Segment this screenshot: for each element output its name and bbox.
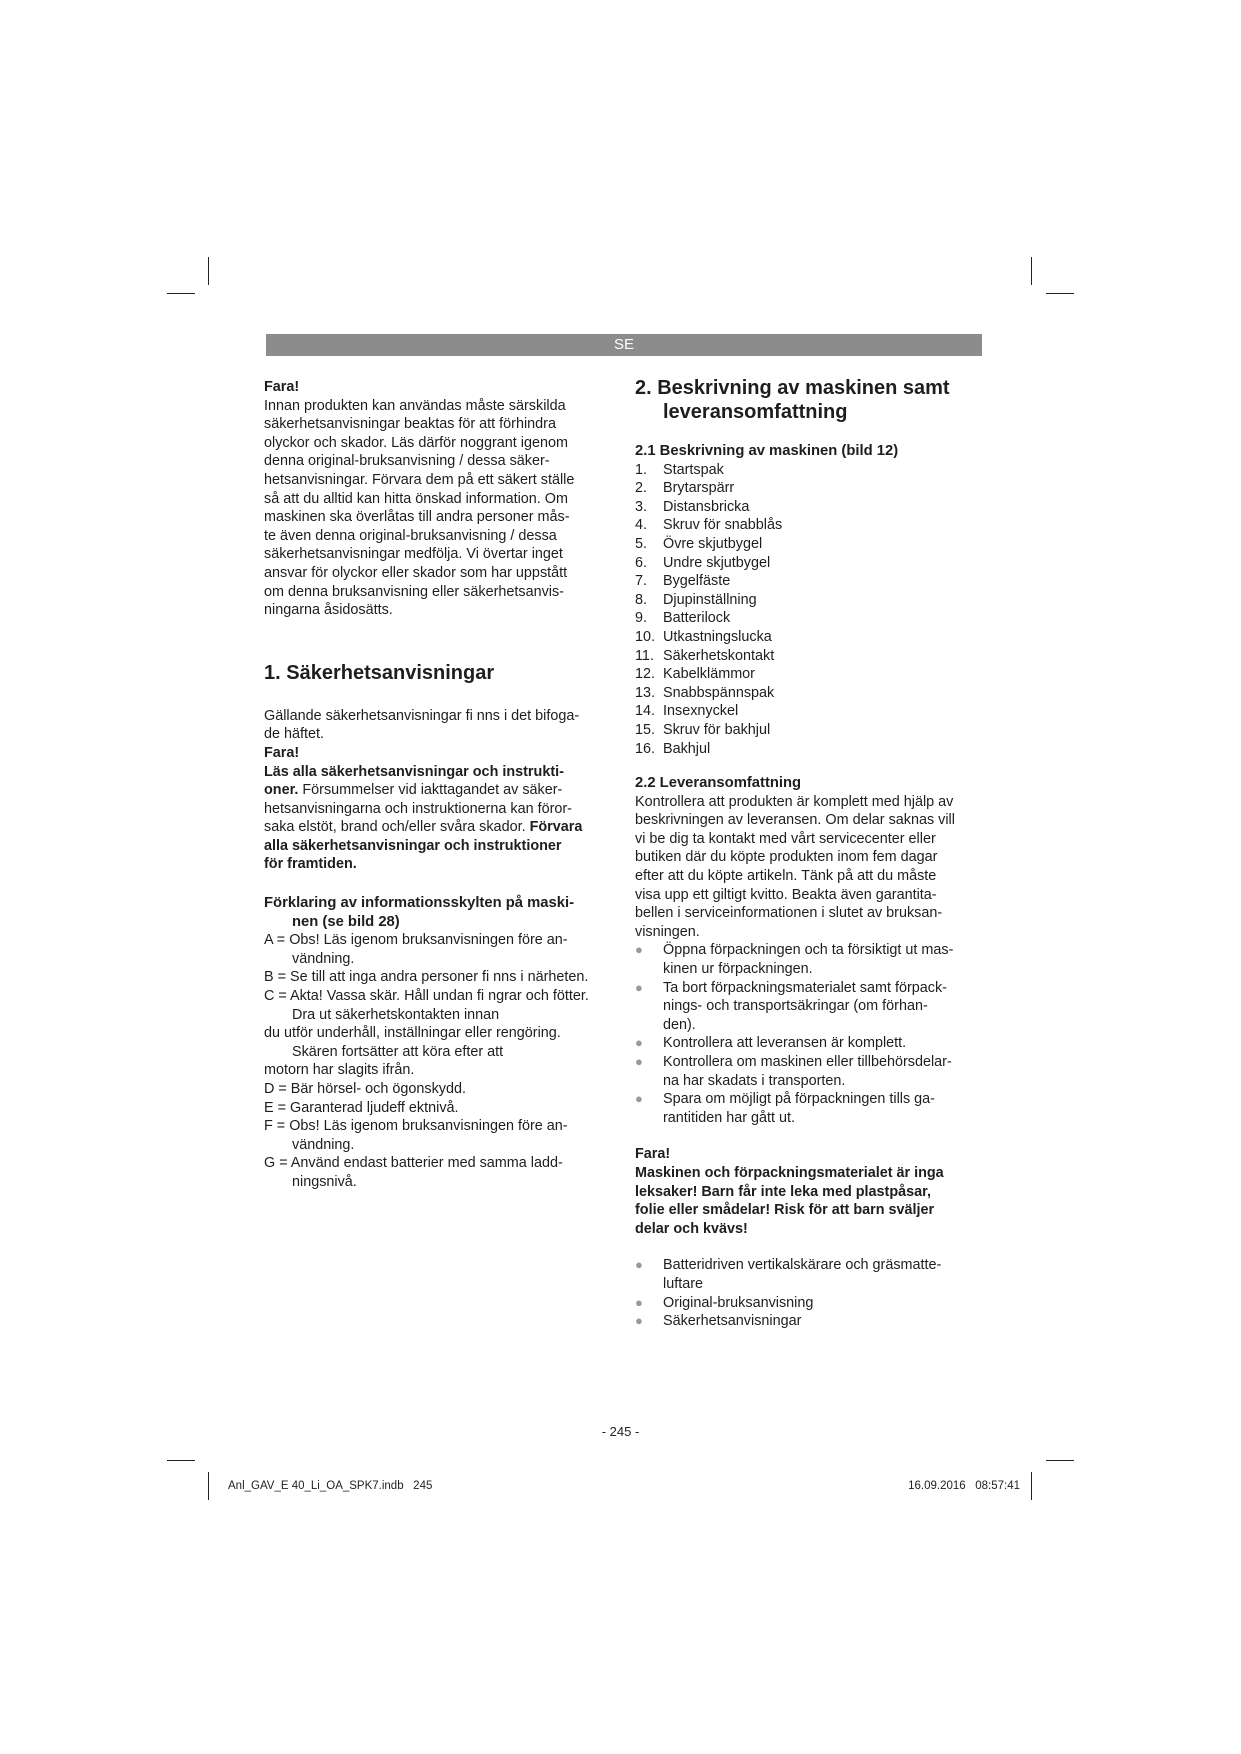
- danger-heading: Fara!: [264, 379, 300, 395]
- item-number: 13.: [635, 684, 656, 701]
- item-label: Batterilock: [663, 610, 731, 627]
- text-line: Läs alla säkerhetsanvisningar och instrukti-: [264, 763, 564, 780]
- list-item: [635, 740, 995, 759]
- crop-mark: [1031, 1472, 1032, 1500]
- text-line: om denna bruksanvisning eller säkerhetsanvis-: [264, 583, 564, 600]
- text-line: bellen i serviceinformationen i slutet av bruksan-: [635, 905, 943, 922]
- info-item-c: du utför underhåll, inställningar eller rengöring.: [264, 1025, 561, 1042]
- text-line: alla säkerhetsanvisningar och instruktioner: [264, 837, 562, 854]
- crop-mark: [1046, 1460, 1074, 1461]
- item-number: 4.: [635, 517, 648, 534]
- item-number: 16.: [635, 740, 656, 757]
- item-number: 12.: [635, 666, 656, 683]
- left-column: [264, 378, 624, 1192]
- item-label: Djupinställning: [663, 591, 757, 608]
- list-item: [635, 647, 995, 666]
- text-line: Kontrollera om maskinen eller tillbehörsdelar-: [663, 1054, 952, 1070]
- section-1-heading: 1. Säkerhetsanvisningar: [264, 661, 495, 684]
- item-number: 11.: [635, 647, 654, 664]
- text-line: Öppna förpackningen och ta försiktigt ut mas-: [663, 942, 954, 959]
- text-line: den).: [663, 1016, 696, 1033]
- danger-paragraph: [264, 397, 624, 620]
- bullet-item: [635, 1053, 995, 1090]
- info-item-a: A = Obs! Läs igenom bruksanvisningen före an-: [264, 932, 568, 949]
- item-number: 8.: [635, 591, 648, 608]
- item-number: 6.: [635, 554, 648, 571]
- item-label: Insexnyckel: [663, 703, 739, 720]
- crop-mark: [208, 1472, 209, 1500]
- print-date: 16.09.2016 08:57:41: [908, 1480, 1020, 1492]
- text-line: delar och kvävs!: [635, 1220, 748, 1237]
- crop-mark: [167, 1460, 195, 1461]
- delivery-paragraph: [635, 793, 995, 942]
- danger-warning-children: [635, 1164, 995, 1238]
- text-line: olyckor och skador. Läs därför noggrant igenom: [264, 434, 568, 451]
- text-line: ningarna åsidosätts.: [264, 602, 393, 619]
- bullet-dot-icon: ●: [635, 1035, 643, 1051]
- info-item-c: Dra ut säkerhetskontakten innan: [292, 1006, 500, 1023]
- text-line: denna original-bruksanvisning / dessa säker-: [264, 453, 550, 470]
- item-label: Undre skjutbygel: [663, 554, 771, 571]
- text-line: efter att du köpte artikeln. Tänk på att du måste: [635, 868, 937, 885]
- bullet-dot-icon: ●: [635, 1313, 643, 1329]
- info-heading: nen (se bild 28): [292, 913, 400, 930]
- item-label: Övre skjutbygel: [663, 535, 763, 552]
- text-line: nings- och transportsäkringar (om förhan-: [663, 998, 928, 1015]
- bullet-dot-icon: ●: [635, 1257, 643, 1273]
- plain-text: Försummelser vid iakttagandet av säker-: [298, 782, 563, 799]
- info-item-c: motorn har slagits ifrån.: [264, 1062, 415, 1079]
- bullet-item: [635, 979, 995, 1035]
- list-item: [635, 684, 995, 703]
- item-label: Kabelklämmor: [663, 666, 755, 683]
- text-line: vi be dig ta kontakt med vårt servicecenter eller: [635, 830, 936, 847]
- text-line: [264, 818, 624, 837]
- text-line: Kontrollera att produkten är komplett med hjälp av: [635, 793, 954, 810]
- text-line: Innan produkten kan användas måste särskilda: [264, 397, 566, 414]
- list-item: [635, 461, 995, 480]
- text-line: Spara om möjligt på förpackningen tills ga-: [663, 1091, 935, 1108]
- parts-list: [635, 461, 995, 759]
- list-item: [635, 591, 995, 610]
- item-number: 5.: [635, 535, 648, 552]
- info-item-f: F = Obs! Läs igenom bruksanvisningen före an-: [264, 1118, 568, 1135]
- bullet-dot-icon: ●: [635, 1091, 643, 1107]
- bullet-dot-icon: ●: [635, 1294, 643, 1310]
- item-number: 1.: [635, 461, 648, 478]
- text-line: rantitiden har gått ut.: [663, 1109, 795, 1126]
- info-item-g: G = Använd endast batterier med samma ladd-: [264, 1155, 563, 1172]
- crop-mark: [1046, 293, 1074, 294]
- bold-text: Förvara: [529, 819, 583, 836]
- text-line: na har skadats i transporten.: [663, 1072, 846, 1089]
- info-item-c: C = Akta! Vassa skär. Håll undan fi ngrar och fötter.: [264, 988, 589, 1005]
- info-item-f: vändning.: [292, 1136, 355, 1153]
- bullet-item: [635, 1294, 995, 1313]
- text-line: kinen ur förpackningen.: [663, 961, 813, 978]
- plain-text: saka elstöt, brand och/eller svåra skador.: [264, 819, 530, 836]
- section-2-1-heading: 2.1 Beskrivning av maskinen (bild 12): [635, 443, 899, 459]
- text-line: Säkerhetsanvisningar: [663, 1313, 802, 1330]
- item-number: 7.: [635, 573, 648, 590]
- info-item-g: ningsnivå.: [292, 1173, 357, 1190]
- section-2-2-heading: 2.2 Leveransomfattning: [635, 775, 802, 792]
- item-number: 3.: [635, 498, 648, 515]
- unpacking-bullet-list: [635, 941, 995, 1127]
- list-item: [635, 665, 995, 684]
- info-item-e: E = Garanterad ljudeff ektnivå.: [264, 1099, 459, 1116]
- bullet-dot-icon: ●: [635, 942, 643, 958]
- bold-text: oner.: [264, 782, 299, 799]
- list-item: [635, 535, 995, 554]
- info-item-b: B = Se till att inga andra personer fi nns i närheten.: [264, 969, 589, 986]
- text-line: [264, 781, 624, 800]
- text-line: visningen.: [635, 923, 700, 940]
- bullet-item: [635, 1312, 995, 1331]
- text-line: folie eller smådelar! Risk för att barn sväljer: [635, 1202, 935, 1219]
- text-line: hetsanvisningarna och instruktionerna kan föror-: [264, 800, 572, 817]
- section-1-body: [264, 707, 624, 874]
- info-heading: Förklaring av informationsskylten på maski-: [264, 895, 575, 912]
- list-item: [635, 721, 995, 740]
- text-line: Ta bort förpackningsmaterialet samt förpack-: [663, 979, 947, 996]
- item-label: Säkerhetskontakt: [663, 647, 775, 664]
- text-line: Original-bruksanvisning: [663, 1294, 814, 1311]
- item-label: Bygelfäste: [663, 573, 731, 590]
- item-label: Bakhjul: [663, 740, 711, 757]
- text-line: för framtiden.: [264, 856, 357, 873]
- bullet-dot-icon: ●: [635, 1054, 643, 1069]
- language-header-bar: [266, 334, 982, 356]
- text-line: så att du alltid kan hitta önskad information. Om: [264, 490, 568, 507]
- page-number: - 245 -: [601, 1424, 640, 1439]
- text-line: Maskinen och förpackningsmaterialet är inga: [635, 1164, 944, 1181]
- list-item: [635, 702, 995, 721]
- item-label: Startspak: [663, 461, 724, 478]
- info-item-c: Skären fortsätter att köra efter att: [292, 1043, 504, 1060]
- list-item: [635, 572, 995, 591]
- text-line: visa upp ett giltigt kvitto. Beakta även garantita-: [635, 886, 937, 903]
- item-label: Skruv för bakhjul: [663, 721, 771, 738]
- text-line: leksaker! Barn får inte leka med plastpåsar,: [635, 1183, 931, 1200]
- item-label: Distansbricka: [663, 498, 750, 515]
- bullet-dot-icon: ●: [635, 979, 643, 995]
- item-number: 10.: [635, 628, 656, 645]
- contents-bullet-list: [635, 1256, 995, 1330]
- list-item: [635, 609, 995, 628]
- bullet-item: [635, 1090, 995, 1127]
- list-item: [635, 516, 995, 535]
- item-label: Snabbspännspak: [663, 684, 775, 701]
- danger-heading: Fara!: [264, 744, 300, 761]
- crop-mark: [1031, 257, 1032, 285]
- text-line: hetsanvisningar. Förvara dem på ett säkert ställe: [264, 471, 575, 488]
- section-2-heading: 2. Beskrivning av maskinen samt: [635, 377, 950, 399]
- crop-mark: [208, 257, 209, 285]
- text-line: luftare: [663, 1275, 703, 1292]
- crop-mark: [167, 293, 195, 294]
- item-number: 15.: [635, 721, 656, 738]
- item-label: Utkastningslucka: [663, 628, 772, 645]
- text-line: Kontrollera att leveransen är komplett.: [663, 1035, 907, 1052]
- item-number: 2.: [635, 480, 648, 497]
- file-name: Anl_GAV_E 40_Li_OA_SPK7.indb 245: [228, 1480, 433, 1492]
- text-line: te även denna original-bruksanvisning / dessa: [264, 527, 557, 544]
- text-line: Batteridriven vertikalskärare och gräsmatte-: [663, 1257, 942, 1274]
- text-line: ansvar för olyckor eller skador som har uppstått: [264, 564, 568, 581]
- text-line: Gällande säkerhetsanvisningar fi nns i det bifoga-: [264, 707, 580, 724]
- item-label: Brytarspärr: [663, 480, 735, 497]
- list-item: [635, 479, 995, 498]
- bullet-item: [635, 941, 995, 978]
- item-number: 14.: [635, 703, 656, 720]
- right-column: [635, 376, 995, 1331]
- list-item: [635, 498, 995, 517]
- info-item-a: vändning.: [292, 950, 355, 967]
- item-number: 9.: [635, 610, 648, 627]
- section-2-heading: leveransomfattning: [663, 401, 848, 423]
- bullet-item: [635, 1034, 995, 1053]
- text-line: butiken där du köpte produkten inom fem dagar: [635, 849, 938, 866]
- list-item: [635, 554, 995, 573]
- info-label-explanation: [264, 894, 624, 1192]
- text-line: de häftet.: [264, 726, 325, 743]
- language-code: SE: [613, 336, 634, 353]
- danger-heading: Fara!: [635, 1146, 671, 1163]
- text-line: maskinen ska överlåtas till andra personer mås-: [264, 509, 570, 526]
- text-line: säkerhetsanvisningar beaktas för att förhindra: [264, 416, 556, 433]
- info-item-d: D = Bär hörsel- och ögonskydd.: [264, 1081, 466, 1097]
- bullet-item: [635, 1256, 995, 1293]
- text-line: säkerhetsanvisningar medfölja. Vi övertar inget: [264, 546, 563, 563]
- item-label: Skruv för snabblås: [663, 517, 783, 534]
- list-item: [635, 628, 995, 647]
- text-line: beskrivningen av leveransen. Om delar saknas vill: [635, 812, 955, 829]
